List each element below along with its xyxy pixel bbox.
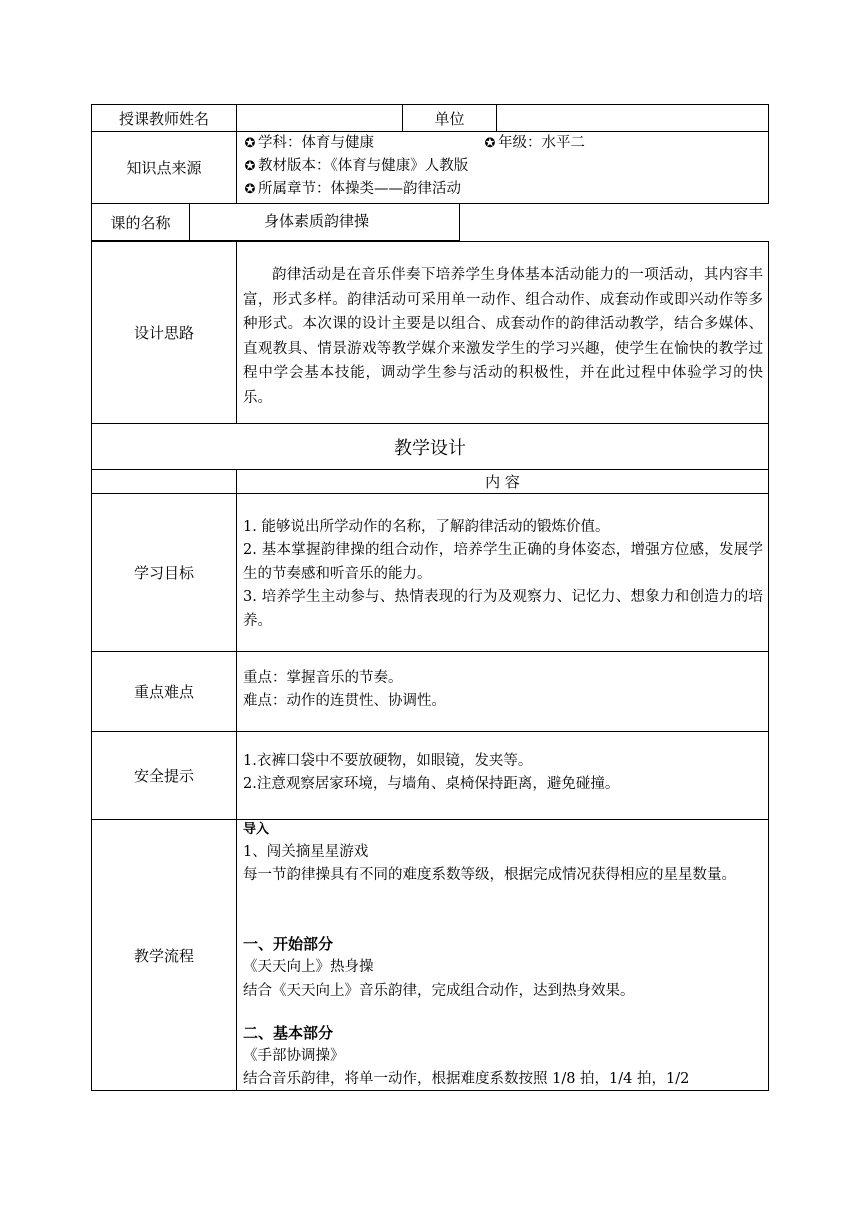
source-label: 知识点来源 — [126, 159, 202, 177]
safety-label: 安全提示 — [133, 767, 194, 785]
focus-text: 重点：掌握音乐的节奏。 — [243, 670, 403, 686]
design-label: 设计思路 — [133, 324, 194, 342]
table-border — [768, 241, 769, 423]
table-border — [768, 651, 769, 731]
safety-item: 1.衣裤口袋中不要放硬物，如眼镜，发夹等。 — [243, 753, 533, 769]
process-label: 教学流程 — [133, 946, 194, 965]
safety-item: 2.注意观察居家环境，与墙角、桌椅保持距离，避免碰撞。 — [243, 776, 620, 792]
unit-value[interactable] — [497, 105, 768, 131]
subject-line — [243, 132, 374, 155]
content-header: 内 容 — [485, 473, 520, 491]
table-border — [236, 241, 237, 423]
table-border — [768, 131, 769, 203]
goal-item: 1. 能够说出所学动作的名称，了解韵律活动的锻炼价值。 — [243, 519, 610, 535]
intro-desc: 每一节韵律操具有不同的难度系数等级，根据完成情况获得相应的星星数量。 — [243, 867, 736, 883]
table-border — [768, 104, 769, 131]
table-border — [768, 819, 769, 1090]
gear-icon: ✪ — [244, 182, 256, 197]
part1-sub: 《天天向上》热身操 — [243, 959, 374, 975]
key-points-label: 重点难点 — [133, 683, 194, 701]
part2-sub: 《手部协调操》 — [243, 1048, 345, 1064]
gear-icon: ✪ — [244, 159, 256, 174]
intro-title: 导入 — [243, 822, 270, 837]
section-title: 教学设计 — [394, 437, 466, 459]
goal-item: 3. 培养学生主动参与、热情表现的行为及观察力、记忆力、想象力和创造力的培养。 — [243, 589, 763, 629]
subject-text: 学科：体育与健康 — [258, 135, 374, 151]
unit-label: 单位 — [434, 109, 465, 128]
teacher-name-label: 授课教师姓名 — [118, 109, 209, 128]
gear-icon: ✪ — [244, 136, 256, 151]
edition-line — [243, 155, 468, 178]
course-name-value: 身体素质韵律操 — [264, 212, 370, 230]
table-border — [91, 469, 92, 493]
part1-title: 一、开始部分 — [243, 935, 334, 953]
grade-text: 年级：水平二 — [498, 135, 585, 151]
part1-desc: 结合《天天向上》音乐韵律，完成组合动作，达到热身效果。 — [243, 983, 635, 999]
table-border — [459, 203, 460, 241]
table-border — [189, 203, 190, 241]
intro-item: 1、闯关摘星星游戏 — [243, 844, 369, 860]
chapter-text: 所属章节：体操类——韵律活动 — [258, 181, 461, 197]
difficulty-text: 难点：动作的连贯性、协调性。 — [243, 693, 446, 709]
part2-title: 二、基本部分 — [243, 1024, 334, 1042]
table-border — [91, 203, 769, 204]
chapter-line — [243, 178, 461, 201]
gear-icon: ✪ — [484, 136, 496, 151]
teacher-name-value[interactable] — [237, 105, 402, 131]
table-border — [236, 131, 237, 203]
table-border — [768, 423, 769, 469]
part2-desc: 结合音乐韵律，将单一动作，根据难度系数按照 1/8 拍，1/4 拍，1/2 — [243, 1071, 690, 1087]
table-border — [236, 819, 237, 1090]
table-border — [236, 731, 237, 819]
table-border — [768, 493, 769, 651]
table-border — [236, 493, 237, 651]
goals-label: 学习目标 — [133, 564, 194, 582]
edition-text: 教材版本：《体育与健康》人教版 — [258, 158, 469, 174]
table-border — [768, 469, 769, 493]
design-text: 韵律活动是在音乐伴奏下培养学生身体基本活动能力的一项活动，其内容丰富，形式多样。韵律活动可采用单一动作、组合动作、成套动作或即兴动作等多种形式。本次课的设计主要是以组合、成套动作的韵律活动教学，结合多媒体、直观教具、情景游戏等教学媒介来激发学生的学习兴趣，使学生在愉快的教学过程中学会基本技能，调动学生参与活动的积极性，并在此过程中体验学习的快乐。 — [243, 267, 763, 406]
course-name-label: 课的名称 — [110, 213, 171, 232]
goal-item: 2. 基本掌握韵律操的组合动作，培养学生正确的身体姿态，增强方位感，发展学生的节奏感和听音乐的能力。 — [243, 542, 763, 582]
table-border — [236, 651, 237, 731]
grade-line — [483, 132, 585, 155]
table-border — [768, 731, 769, 819]
